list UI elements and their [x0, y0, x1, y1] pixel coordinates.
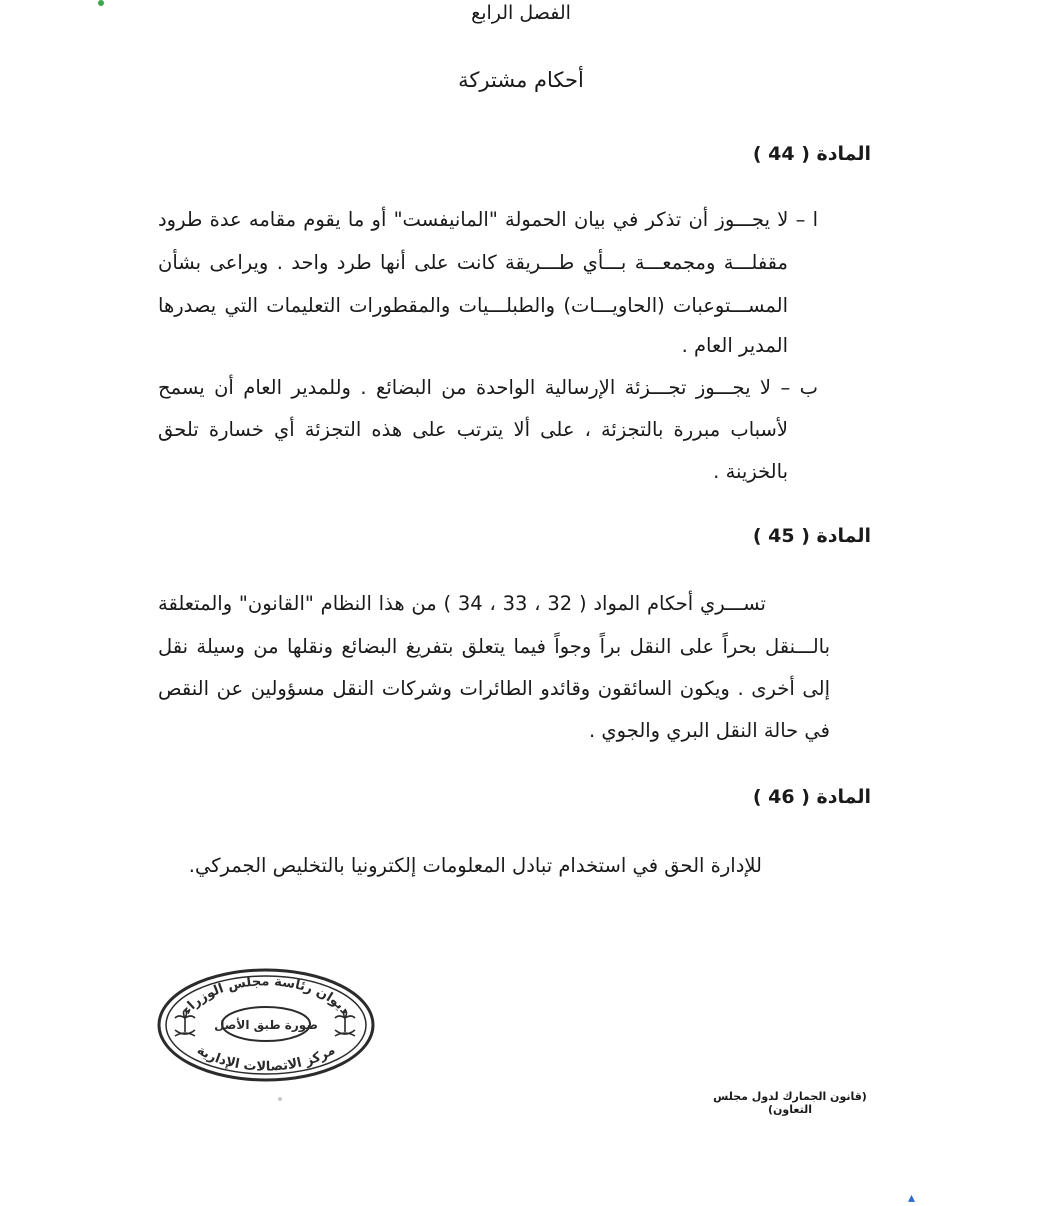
official-seal [155, 966, 377, 1084]
section-title: أحكام مشتركة [458, 68, 584, 92]
article-44-line: المدير العام . [681, 334, 788, 357]
article-44-line: مقفلـــة ومجمعـــة بـــأي طـــريقة كانت على أنها طرد واحد . ويراعى بشأن [158, 251, 788, 274]
article-45-line: تســـري أحكام المواد ( 32 ، 33 ، 34 ) من هذا النظام "القانون" والمتعلقة [158, 592, 766, 615]
article-44-line: لأسباب مبررة بالتجزئة ، على ألا يترتب على هذه التجزئة أي خسارة تلحق [158, 418, 788, 441]
article-46-heading: المادة ( 46 ) [752, 786, 871, 808]
footer-note: (قانون الجمارك لدول مجلس التعاون) [713, 1090, 867, 1116]
seal-top-text: ديوان رئاسة مجلس الوزراء [179, 974, 353, 1018]
svg-text:مركز الاتصالات الإدارية [194, 1043, 338, 1075]
article-45-line: في حالة النقل البري والجوي . [589, 719, 830, 742]
article-44-line: بالخزينة . [713, 460, 788, 483]
scan-speck [278, 1097, 282, 1101]
article-46-line: للإدارة الحق في استخدام تبادل المعلومات إلكترونيا بالتخليص الجمركي. [188, 854, 762, 877]
article-44-line: ب – لا يجـــوز تجـــزئة الإرسالية الواحدة من البضائع . وللمدير العام أن يسمح [158, 376, 818, 399]
seal-bottom-text: مركز الاتصالات الإدارية [194, 1042, 338, 1075]
article-44-line: ا – لا يجـــوز أن تذكر في بيان الحمولة "المانيفست" أو ما يقوم مقامه عدة طرود [158, 208, 818, 231]
article-44-line: المســـتوعبات (الحاويـــات) والطبلـــيات والمقطورات التعليمات التي يصدرها [158, 294, 788, 317]
article-45-heading: المادة ( 45 ) [752, 525, 871, 547]
article-45-line: إلى أخرى . ويكون السائقون وقائدو الطائرات وشركات النقل مسؤولين عن النقص [158, 677, 830, 700]
article-45-line: بالـــنقل بحراً على النقل براً وجواً فيما يتعلق بتفريغ البضائع ونقلها من وسيلة نقل [158, 635, 830, 658]
article-44-heading: المادة ( 44 ) [752, 143, 871, 165]
scan-mark: ▴ [908, 1190, 916, 1206]
seal-center-text: صورة طبق الأصل [214, 1018, 318, 1032]
chapter-title: الفصل الرابع [471, 2, 571, 24]
